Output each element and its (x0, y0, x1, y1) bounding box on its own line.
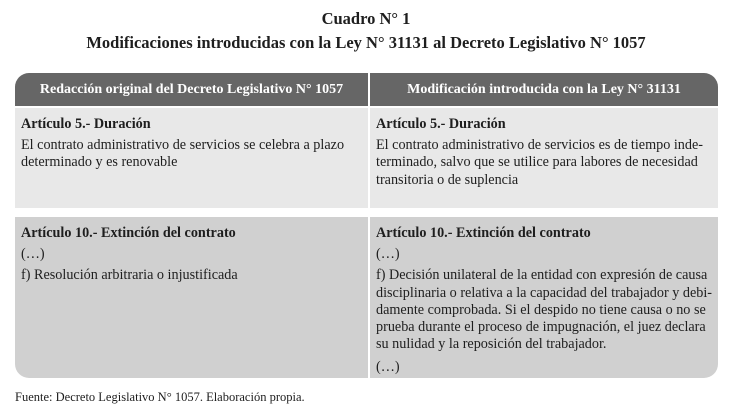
text-line: determinado y es renovable (21, 154, 178, 171)
article-heading: Artículo 5.- Duración (376, 116, 506, 132)
article-heading: Artículo 5.- Duración (21, 116, 151, 132)
text-line: disciplinaria o relativa a la capacidad del trabajador y debi- (376, 284, 713, 301)
cell-art10-original (15, 217, 368, 378)
cell-art5-modified (370, 108, 718, 208)
cell-art10-modified (370, 217, 718, 378)
table-title: Modificaciones introducidas con la Ley N° 31131 al Decreto Legislativo N° 1057 (86, 33, 646, 52)
cell-art5-original (15, 108, 368, 208)
article-heading: Artículo 10.- Extinción del contrato (21, 225, 236, 241)
ellipsis-end: (…) (376, 359, 400, 376)
text-line: f) Resolución arbitraria o injustificada (21, 267, 238, 284)
text-line: f) Decisión unilateral de la entidad con expresión de causa (376, 267, 708, 284)
text-line: damente comprobada. Si el despido no tiene causa o no se (376, 301, 706, 318)
column-header-modification: Modificación introducida con la Ley N° 31131 (370, 73, 718, 106)
text-line: terminado, salvo que se utilice para labores de necesidad (376, 154, 698, 171)
text-line: prueba durante el proceso de impugnación, el juez declara (376, 319, 706, 336)
text-line: transitoria o de suplencia (376, 171, 519, 188)
text-line: El contrato administrativo de servicios es de tiempo inde- (376, 137, 704, 154)
comparison-table (15, 73, 718, 378)
ellipsis: (…) (376, 246, 400, 263)
article-heading: Artículo 10.- Extinción del contrato (376, 225, 591, 241)
ellipsis: (…) (21, 246, 45, 263)
table-number: Cuadro N° 1 (321, 9, 411, 28)
text-line: El contrato administrativo de servicios se celebra a plazo (21, 137, 345, 154)
column-header-original: Redacción original del Decreto Legislativo N° 1057 (15, 73, 368, 106)
source-note: Fuente: Decreto Legislativo N° 1057. Elaboración propia. (15, 390, 305, 404)
text-line: su nulidad y la reposición del trabajador. (376, 336, 607, 353)
